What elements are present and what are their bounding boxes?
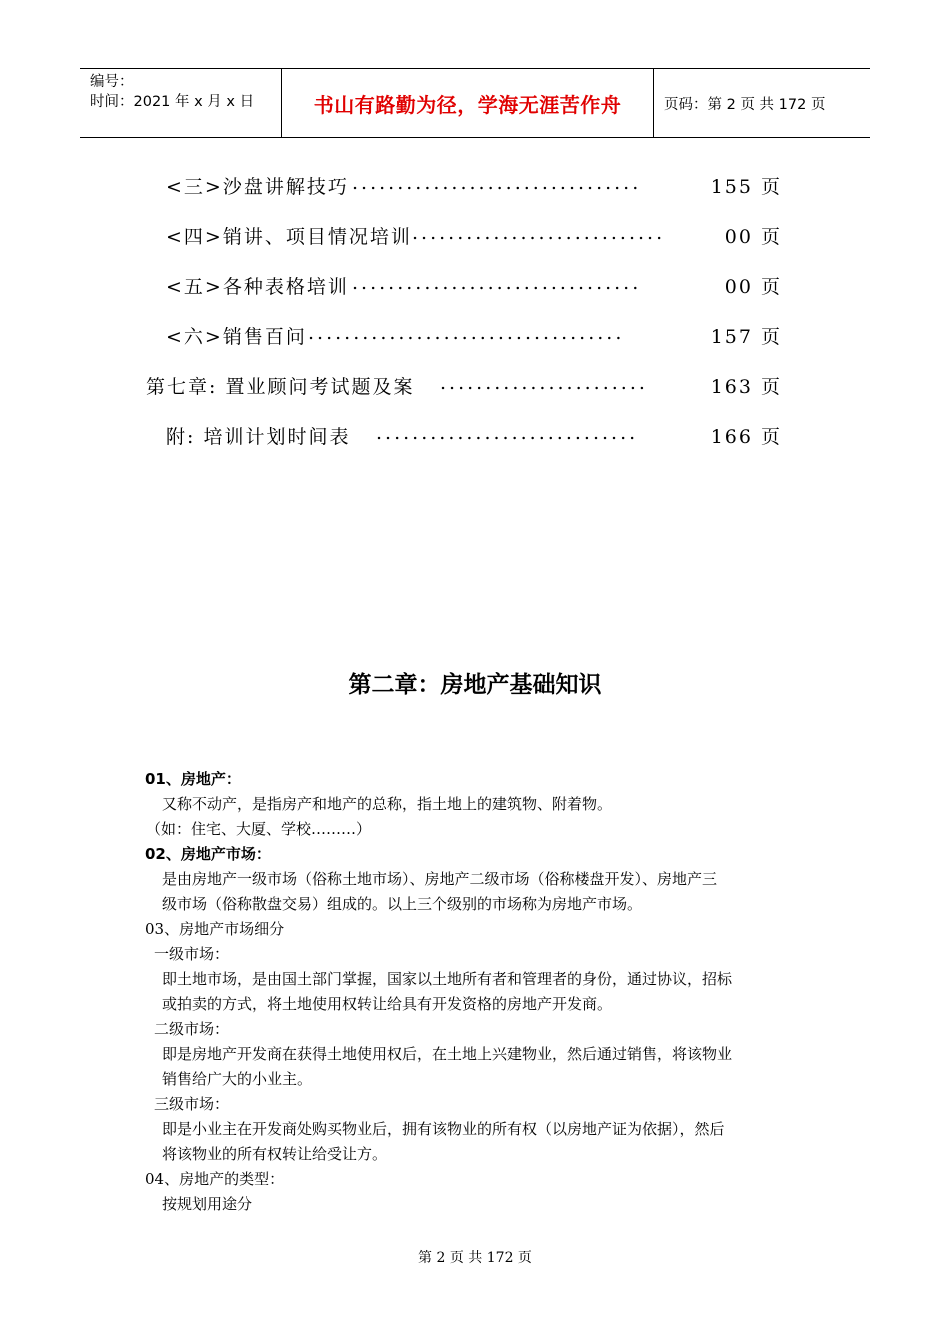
toc-entry[interactable]: [0, 422, 950, 452]
toc-entry-page: 166 页: [710, 426, 782, 448]
toc-entry-title: 第七章: 置业顾问考试题及案: [146, 376, 415, 398]
page-footer: 第 2 页 共 172 页: [418, 1250, 532, 1266]
page-header: [80, 68, 870, 138]
toc-entry-leader: ................................: [352, 172, 642, 194]
header-page-info: 页码：第 2 页 共 172 页: [664, 96, 826, 113]
paragraph-line: 即土地市场，是由国土部门掌握，国家以土地所有者和管理者的身份，通过协议，招标: [162, 970, 733, 988]
toc-entry[interactable]: [0, 372, 950, 402]
subsection-label: 一级市场：: [154, 945, 230, 963]
subsection-label: 二级市场：: [154, 1020, 230, 1038]
header-number-label: 编号：: [90, 74, 134, 90]
toc-entry[interactable]: [0, 172, 950, 202]
paragraph-line: 又称不动产，是指房产和地产的总称，指土地上的建筑物、附着物。: [162, 795, 613, 813]
toc-entry-title: <六>销售百问: [166, 326, 307, 348]
toc-entry-leader: ...................................: [308, 322, 625, 344]
toc-entry-page: 157 页: [710, 326, 782, 348]
toc-entry-title: <五>各种表格培训: [166, 276, 349, 298]
header-time-label: 时间：2021 年 x 月 x 日: [90, 94, 255, 110]
paragraph-line: 或拍卖的方式，将土地使用权转让给具有开发资格的房地产开发商。: [162, 995, 613, 1013]
paragraph-line: 按规划用途分: [162, 1195, 253, 1213]
section-heading: 01、房地产：: [145, 770, 241, 788]
toc-entry-page: 00 页: [724, 226, 782, 248]
toc-entry[interactable]: [0, 272, 950, 302]
toc-entry[interactable]: [0, 222, 950, 252]
toc-entry-title: <四>销讲、项目情况培训: [166, 226, 412, 248]
section-heading: 04、房地产的类型：: [145, 1170, 285, 1188]
toc-entry-leader: ................................: [352, 272, 642, 294]
toc-entry-page: 155 页: [710, 176, 782, 198]
header-meta: [80, 69, 282, 137]
subsection-label: 三级市场：: [154, 1095, 230, 1113]
section-heading: 02、房地产市场：: [145, 845, 271, 863]
toc-entry-title: <三>沙盘讲解技巧: [166, 176, 349, 198]
toc-entry-page: 00 页: [724, 276, 782, 298]
paragraph-line: 将该物业的所有权转让给受让方。: [162, 1145, 388, 1163]
toc-entry[interactable]: [0, 322, 950, 352]
toc-entry-leader: .............................: [376, 422, 639, 444]
paragraph-line: 级市场（俗称散盘交易）组成的。以上三个级别的市场称为房地产市场。: [162, 895, 643, 913]
section-heading: 03、房地产市场细分: [145, 920, 285, 938]
chapter-title: 第二章：房地产基础知识: [348, 672, 602, 698]
paragraph-line: （如：住宅、大厦、学校………）: [146, 820, 372, 838]
header-motto: 书山有路勤为径，学海无涯苦作舟: [282, 69, 654, 137]
paragraph-line: 销售给广大的小业主。: [162, 1070, 313, 1088]
toc-entry-page: 163 页: [710, 376, 782, 398]
paragraph-line: 是由房地产一级市场（俗称土地市场）、房地产二级市场（俗称楼盘开发）、房地产三: [162, 870, 718, 888]
toc-entry-leader: ............................: [412, 222, 666, 244]
paragraph-line: 即是小业主在开发商处购买物业后，拥有该物业的所有权（以房地产证为依据），然后: [162, 1120, 725, 1138]
toc-entry-leader: .......................: [440, 372, 648, 394]
paragraph-line: 即是房地产开发商在获得土地使用权后，在土地上兴建物业，然后通过销售，将该物业: [162, 1045, 733, 1063]
toc-entry-title: 附: 培训计划时间表: [166, 426, 351, 448]
